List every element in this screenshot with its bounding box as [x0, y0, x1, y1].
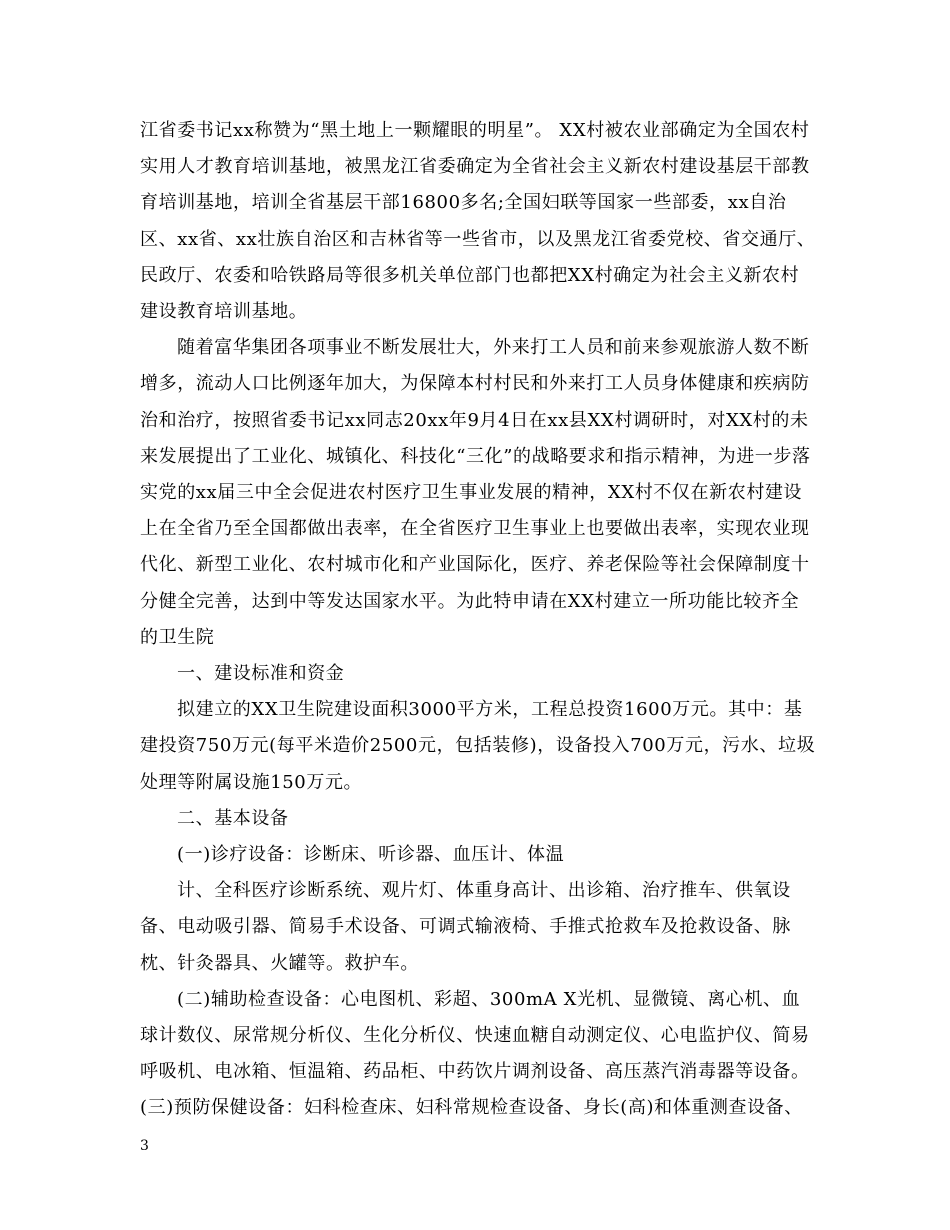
section-heading: 一、建设标准和资金 [177, 663, 345, 685]
document-body [140, 113, 816, 1127]
paragraph: (一)诊疗设备：诊断床、听诊器、血压计、体温 [177, 844, 565, 866]
page-number: 3 [140, 1138, 149, 1154]
paragraph: (二)辅助检查设备：心电图机、彩超、300mA X光机、显微镜、离心机、血球计数仪、尿常规分析仪、生化分析仪、快速血糖自动测定仪、心电监护仪、简易呼吸机、电冰箱、恒温箱、药品柜、中药饮片调剂设备、高压蒸汽消毒器等设备。 [140, 988, 810, 1083]
paragraph: 江省委书记xx称赞为“黑土地上一颗耀眼的明星”。 XX村被农业部确定为全国农村实用人才教育培训基地，被黑龙江省委确定为全省社会主义新农村建设基层干部教育培训基地，培训全省基层干部16800多名;全国妇联等国家一些部委，xx自治区、xx省、xx壮族自治区和吉林省等一些省市，以及黑龙江省委党校、省交通厅、民政厅、农委和哈铁路局等很多机关单位部门也都把XX村确定为社会主义新农村建设教育培训基地。 [140, 120, 816, 323]
paragraph: 计、全科医疗诊断系统、观片灯、体重身高计、出诊箱、治疗推车、供氧设备、电动吸引器、简易手术设备、可调式输液椅、手推式抢救车及抢救设备、脉枕、针灸器具、火罐等。救护车。 [140, 880, 791, 974]
paragraph: 拟建立的XX卫生院建设面积3000平方米，工程总投资1600万元。其中：基建投资750万元(每平米造价2500元，包括装修)，设备投入700万元，污水、垃圾处理等附属设施150万元。 [140, 699, 816, 793]
section-heading: 二、基本设备 [177, 807, 289, 829]
paragraph: (三)预防保健设备：妇科检查床、妇科常规检查设备、身长(高)和体重测查设备、 [140, 1097, 803, 1119]
paragraph: 随着富华集团各项事业不断发展壮大，外来打工人员和前来参观旅游人数不断增多，流动人口比例逐年加大，为保障本村村民和外来打工人员身体健康和疾病防治和治疗，按照省委书记xx同志20xx年9月4日在xx县XX村调研时，对XX村的未来发展提出了工业化、城镇化、科技化“三化”的战略要求和指示精神，为进一步落实党的xx届三中全会促进农村医疗卫生事业发展的精神，XX村不仅在新农村建设上在全省乃至全国都做出表率，在全省医疗卫生事业上也要做出表率，实现农业现代化、新型工业化、农村城市化和产业国际化，医疗、养老保险等社会保障制度十分健全完善，达到中等发达国家水平。为此特申请在XX村建立一所功能比较齐全的卫生院 [140, 337, 811, 648]
